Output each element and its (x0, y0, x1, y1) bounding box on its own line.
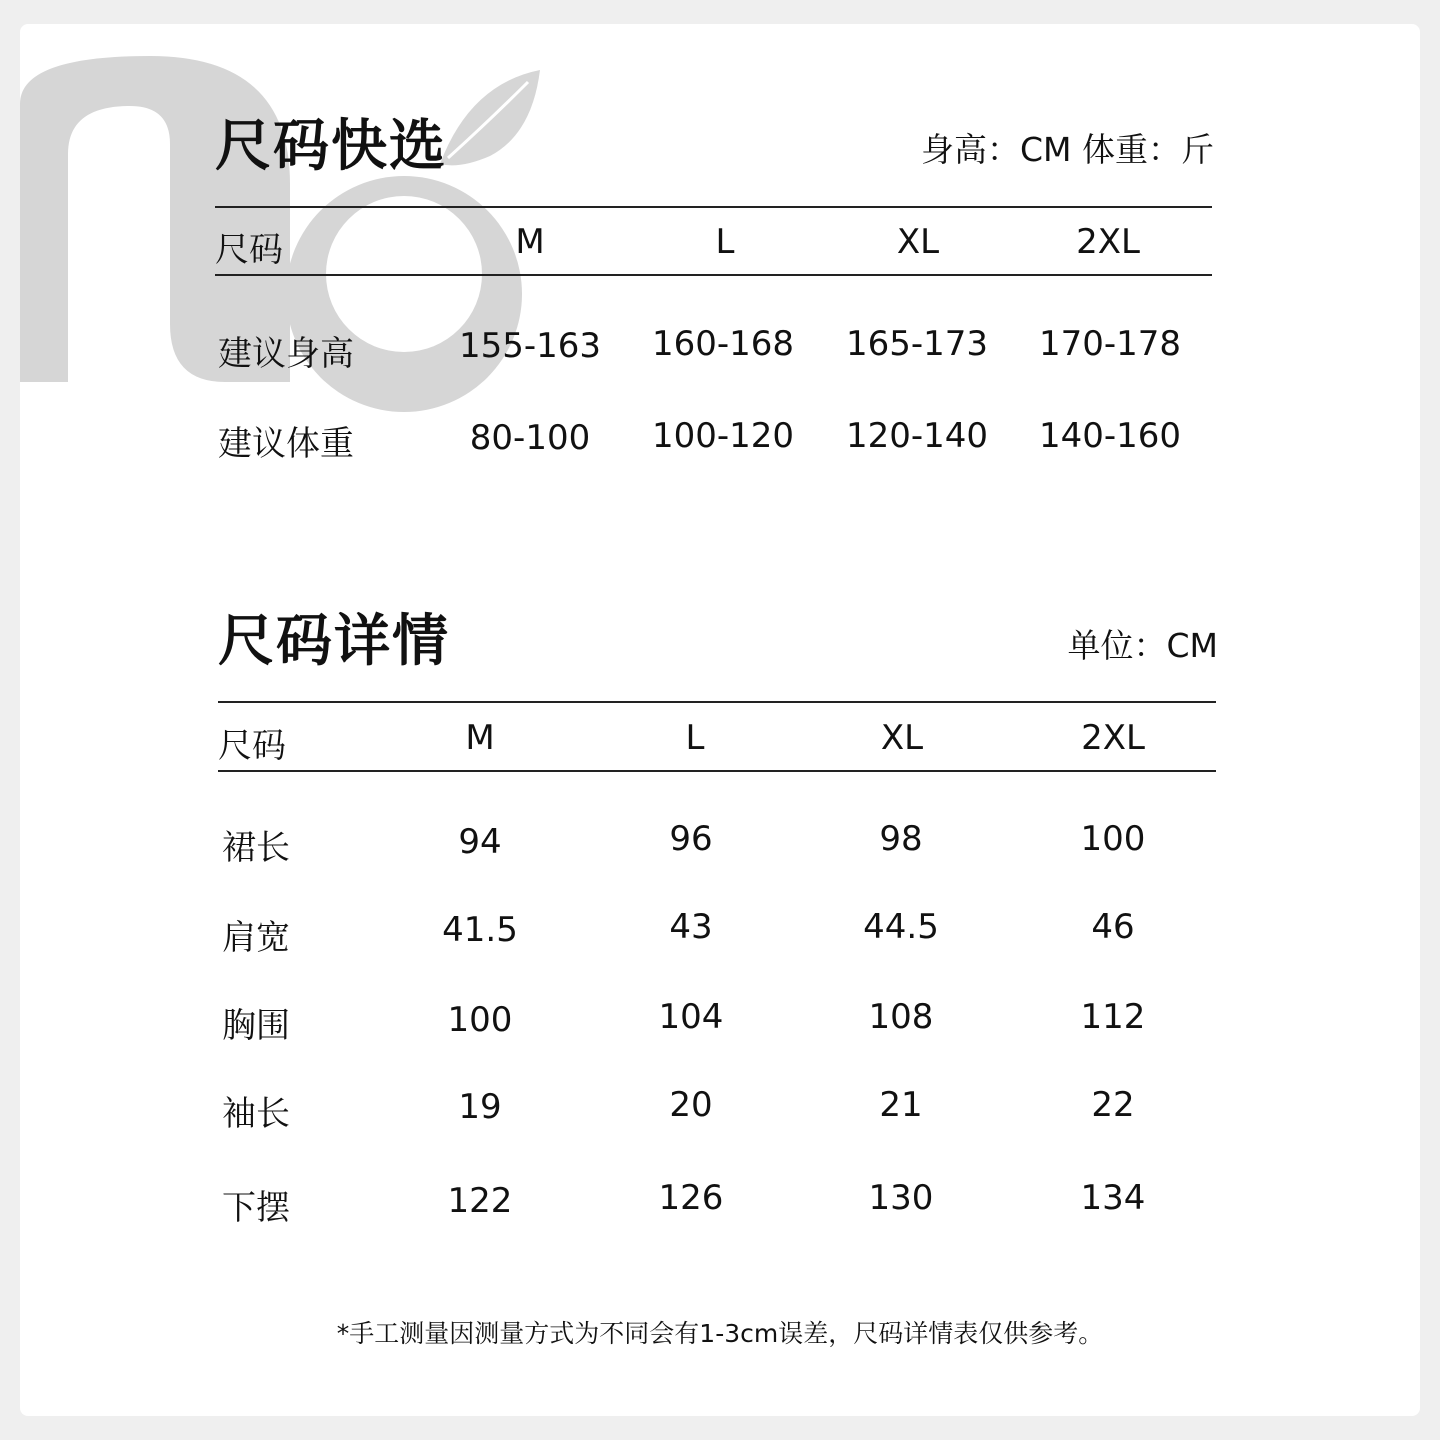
quick-unit-note: 身高：CM 体重：斤 (920, 130, 1214, 169)
details-title: 尺码详情 (218, 609, 450, 674)
details-sleeve-2xl: 22 (1091, 1085, 1135, 1125)
details-sleeve-l: 20 (669, 1085, 713, 1125)
details-shoulder-2xl: 46 (1091, 907, 1135, 947)
details-sleeve-xl: 21 (879, 1085, 923, 1125)
details-top-rule (218, 701, 1216, 703)
details-row-sleeve-label: 袖长 (222, 1094, 290, 1134)
details-row-chest-label: 胸围 (222, 1006, 290, 1046)
details-row-length-label: 裙长 (222, 828, 290, 868)
details-length-2xl: 100 (1080, 819, 1146, 859)
quick-header-2xl: 2XL (1076, 222, 1140, 262)
quick-header-xl: XL (896, 222, 940, 262)
details-hem-l: 126 (658, 1178, 724, 1218)
details-header-m: M (465, 718, 495, 758)
details-shoulder-xl: 44.5 (863, 907, 939, 947)
details-unit-note: 单位：CM (1067, 626, 1218, 665)
details-hem-m: 122 (447, 1181, 513, 1221)
quick-weight-m: 80-100 (469, 418, 591, 458)
details-length-xl: 98 (879, 819, 923, 859)
quick-height-2xl: 170-178 (1038, 324, 1182, 364)
details-shoulder-l: 43 (669, 907, 713, 947)
quick-weight-xl: 120-140 (845, 416, 989, 456)
measurement-footnote: *手工测量因测量方式为不同会有1-3cm误差，尺码详情表仅供参考。 (336, 1319, 1104, 1348)
quick-row-height-label: 建议身高 (218, 334, 354, 374)
quick-height-m: 155-163 (458, 326, 602, 366)
quick-row-weight-label: 建议体重 (218, 424, 354, 464)
details-header-xl: XL (880, 718, 924, 758)
quick-weight-2xl: 140-160 (1038, 416, 1182, 456)
quick-header-rule (215, 274, 1212, 276)
size-chart-card (20, 24, 1420, 1416)
quick-header-l: L (715, 222, 735, 262)
details-header-2xl: 2XL (1081, 718, 1145, 758)
quick-header-m: M (515, 222, 545, 262)
details-chest-l: 104 (658, 997, 724, 1037)
details-length-l: 96 (669, 819, 713, 859)
details-header-l: L (685, 718, 705, 758)
quick-weight-l: 100-120 (651, 416, 795, 456)
quick-header-label: 尺码 (215, 230, 283, 270)
details-chest-2xl: 112 (1080, 997, 1146, 1037)
details-shoulder-m: 41.5 (442, 910, 518, 950)
details-header-label: 尺码 (218, 726, 286, 766)
quick-height-l: 160-168 (651, 324, 795, 364)
details-chest-xl: 108 (868, 997, 934, 1037)
details-hem-2xl: 134 (1080, 1178, 1146, 1218)
details-header-rule (218, 770, 1216, 772)
quick-select-title: 尺码快选 (215, 114, 447, 179)
details-chest-m: 100 (447, 1000, 513, 1040)
details-length-m: 94 (458, 822, 502, 862)
quick-top-rule (215, 206, 1212, 208)
details-hem-xl: 130 (868, 1178, 934, 1218)
details-row-shoulder-label: 肩宽 (222, 918, 290, 958)
details-row-hem-label: 下摆 (222, 1188, 290, 1228)
details-sleeve-m: 19 (458, 1087, 502, 1127)
quick-height-xl: 165-173 (845, 324, 989, 364)
